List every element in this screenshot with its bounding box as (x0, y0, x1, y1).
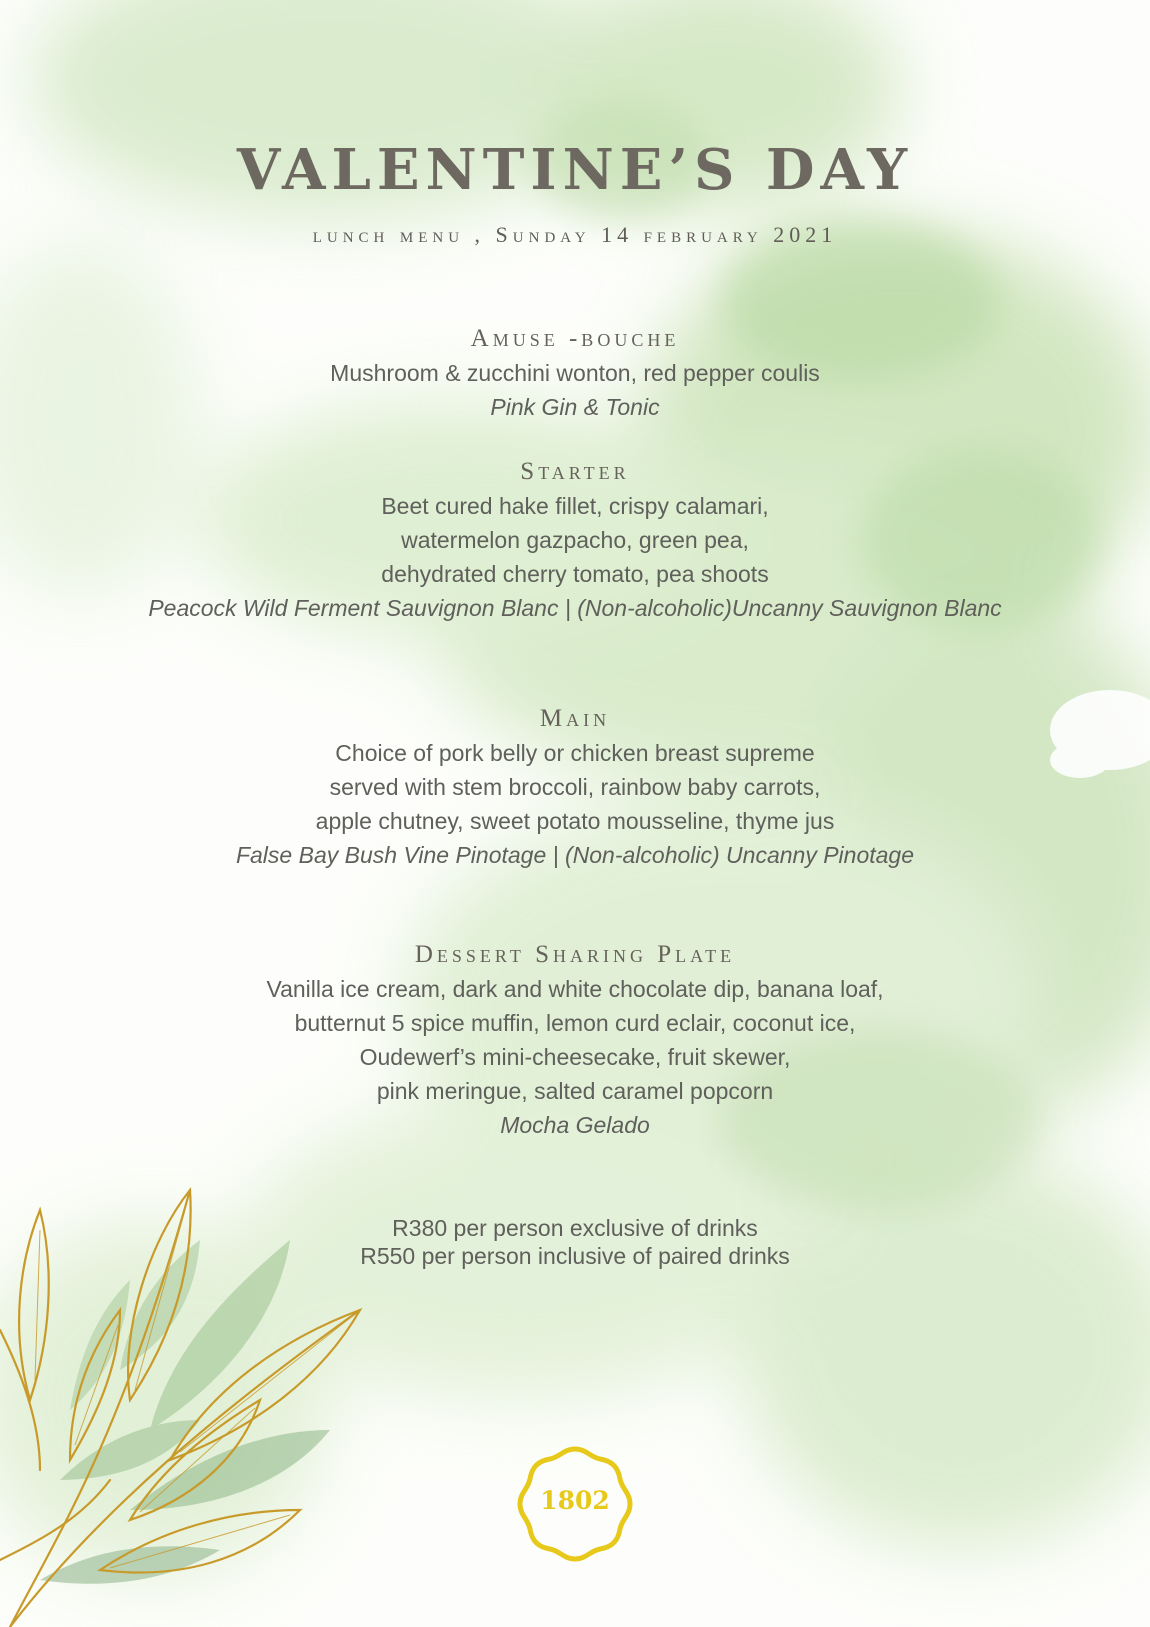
dish-line: apple chutney, sweet potato mousseline, thyme jus (315, 808, 835, 834)
pricing-block (0, 1214, 1150, 1270)
dish-line: Oudewerf’s mini-cheesecake, fruit skewer, (359, 1044, 791, 1070)
section-heading: Amuse -bouche (470, 325, 680, 352)
drink-pairing: Peacock Wild Ferment Sauvignon Blanc | (Non-alcoholic)Uncanny Sauvignon Blanc (148, 595, 1002, 621)
drink-pairing: Mocha Gelado (500, 1112, 650, 1138)
dish-line: watermelon gazpacho, green pea, (401, 527, 749, 553)
dish-line: Vanilla ice cream, dark and white chocolate dip, banana loaf, (266, 976, 884, 1002)
dish-line: Mushroom & zucchini wonton, red pepper coulis (330, 360, 820, 386)
brand-logo (514, 1443, 636, 1565)
drink-pairing: False Bay Bush Vine Pinotage | (Non-alcoholic) Uncanny Pinotage (235, 842, 915, 868)
section-heading: Dessert Sharing Plate (414, 941, 736, 968)
price-inclusive: R550 per person inclusive of paired drinks (360, 1243, 790, 1269)
logo-text: 1802 (540, 1486, 610, 1515)
menu-section-starter (0, 455, 1150, 625)
price-exclusive: R380 per person exclusive of drinks (392, 1215, 758, 1241)
page-subtitle: lunch menu , Sunday 14 february 2021 (312, 222, 838, 247)
page-title: VALENTINE’S DAY (236, 137, 914, 203)
section-heading: Starter (520, 458, 630, 485)
dish-line: Beet cured hake fillet, crispy calamari, (381, 493, 769, 519)
drink-pairing: Pink Gin & Tonic (490, 394, 660, 420)
dish-line: Choice of pork belly or chicken breast supreme (335, 740, 815, 766)
dish-line: pink meringue, salted caramel popcorn (376, 1078, 774, 1104)
dish-line: butternut 5 spice muffin, lemon curd eclair, coconut ice, (294, 1010, 856, 1036)
menu-section-dessert (0, 938, 1150, 1142)
dish-line: served with stem broccoli, rainbow baby carrots, (329, 774, 821, 800)
section-heading: Main (539, 705, 611, 732)
menu-section-main (0, 702, 1150, 872)
dish-line: dehydrated cherry tomato, pea shoots (381, 561, 769, 587)
menu-section-amuse-bouche (0, 322, 1150, 424)
